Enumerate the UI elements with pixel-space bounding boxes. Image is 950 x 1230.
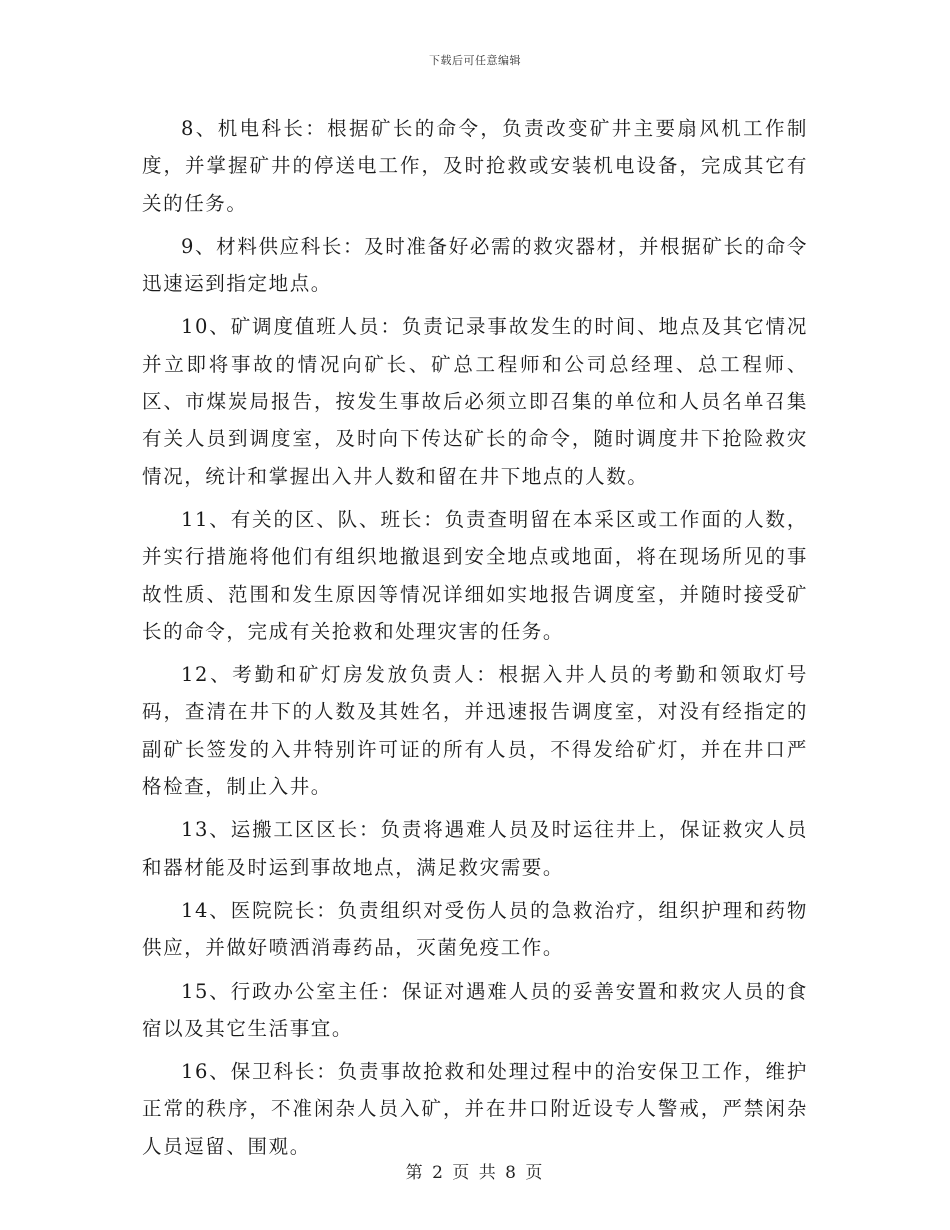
page-header: 下载后可任意编辑	[429, 54, 521, 67]
paragraph-item-10: 10、矿调度值班人员：负责记录事故发生的时间、地点及其它情况并立即将事故的情况向矿长、矿总工程师和公司总经理、总工程师、区、市煤炭局报告，按发生事故后必须立即召集的单位和人员名单召集有关人员到调度室，及时向下传达矿长的命令，随时调度井下抢险救灾情况，统计和掌握出入井人数和留在井下地点的人数。	[142, 315, 808, 488]
paragraph-item-11: 11、有关的区、队、班长：负责查明留在本采区或工作面的人数，并实行措施将他们有组织地撤退到安全地点或地面，将在现场所见的事故性质、范围和发生原因等情况详细如实地报告调度室，并随时接受矿长的命令，完成有关抢救和处理灾害的任务。	[142, 507, 808, 643]
paragraph-item-16: 16、保卫科长：负责事故抢救和处理过程中的治安保卫工作，维护正常的秩序，不准闲杂人员入矿，并在井口附近设专人警戒，严禁闲杂人员逗留、围观。	[142, 1060, 808, 1158]
paragraph-item-15: 15、行政办公室主任：保证对遇难人员的妥善安置和救灾人员的食宿以及其它生活事宜。	[142, 979, 808, 1040]
paragraph-item-9: 9、材料供应科长：及时准备好必需的救灾器材，并根据矿长的命令迅速运到指定地点。	[142, 234, 808, 296]
paragraph-item-14: 14、医院院长：负责组织对受伤人员的急救治疗，组织护理和药物供应，并做好喷洒消毒药品，灭菌免疫工作。	[142, 898, 808, 960]
page-number-footer: 第 2 页 共 8 页	[405, 1163, 545, 1183]
paragraph-item-12: 12、考勤和矿灯房发放负责人：根据入井人员的考勤和领取灯号码，查清在井下的人数及其姓名，并迅速报告调度室，对没有经指定的副矿长签发的入井特别许可证的所有人员，不得发给矿灯，并在井口严格检查，制止入井。	[142, 663, 808, 799]
document-body	[142, 110, 808, 1171]
paragraph-item-8: 8、机电科长：根据矿长的命令，负责改变矿井主要扇风机工作制度，并掌握矿井的停送电工作，及时抢救或安装机电设备，完成其它有关的任务。	[142, 117, 808, 215]
paragraph-item-13: 13、运搬工区区长：负责将遇难人员及时运往井上，保证救灾人员和器材能及时运到事故地点，满足救灾需要。	[142, 818, 808, 879]
